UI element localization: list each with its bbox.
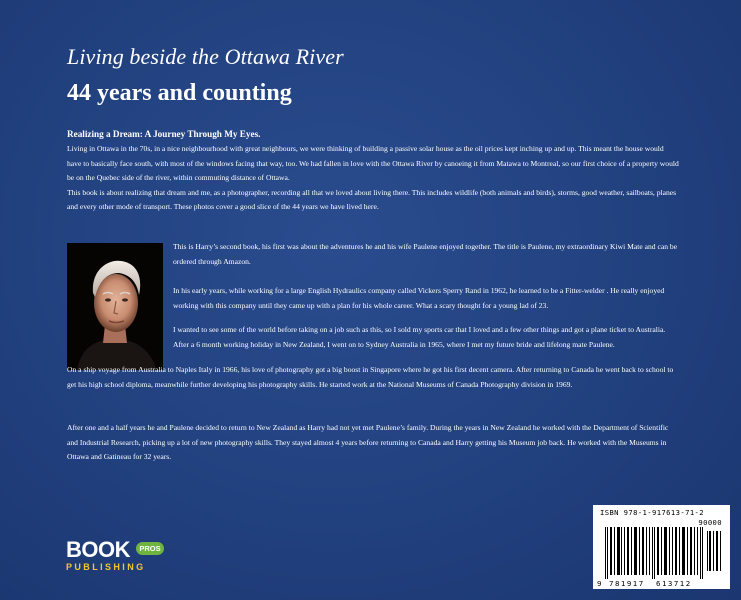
barcode-left-digits: 781917 <box>609 579 645 588</box>
isbn-barcode <box>593 505 730 589</box>
bio-paragraph-4: On a ship voyage from Australia to Naples Italy in 1966, his love of photography got a big boost in Singapore where he got his first decent camera. After returning to Canada he went back to school to get his high school diploma, meanwhile further developing his photography skills. He started work at the National Museums of Canada Photography division in 1969. <box>67 365 674 389</box>
book-subtitle: 44 years and counting <box>67 80 292 106</box>
barcode-bars <box>599 527 725 579</box>
bio-paragraph-2: In his early years, while working for a large English Hydraulics company called Vickers Sperry Rand in 1962, he learned to be a Fitter-welder . He really enjoyed working with this company until they came up with a plan for his whole career. What a scary thought for a young lad of 23. <box>173 286 665 310</box>
publisher-logo-main: BOOK <box>66 537 130 562</box>
bio-paragraph-5: After one and a half years he and Paulene decided to return to New Zealand as Harry had not yet met Paulene’s family. During the years in New Zealand he worked with the Department of Scientific and Industrial Research, picking up a lot of new photography skills. They stayed almost 4 years before returning to Canada and Harry getting his Museum job back. He worked with the Museums in Ottawa and Gatineau for 32 years. <box>67 423 669 462</box>
barcode-right-digits: 613712 <box>656 579 692 588</box>
barcode-lead-digit: 9 <box>597 579 602 588</box>
intro-paragraph-1: Living in Ottawa in the 70s, in a nice neighbourhood with great neighbours, we were thinking of building a passive solar house as the oil prices kept inching up and up. This meant the house would have to basically face south, with most of the windows facing that way, too. We had fallen in love with the Ottawa River by canoeing it from Matawa to Montreal, so our first choice of a property would be on the Quebec side of the river, within commuting distance of Ottawa. <box>67 144 679 183</box>
publisher-logo <box>66 538 176 574</box>
bio-paragraph-1: This is Harry’s second book, his first was about the adventures he and his wife Paulene enjoyed together. The title is Paulene, my extraordinary Kiwi Mate and can be ordered through Amazon. <box>173 242 678 266</box>
publisher-logo-sub: PUBLISHING <box>66 562 146 572</box>
author-portrait <box>67 243 163 370</box>
intro-paragraph-2: This book is about realizing that dream and me, as a photographer, recording all that we loved about living there. This includes wildlife (both animals and birds), storms, good weather, sailboats, planes and every other mode of transport. These photos cover a good slice of the 44 years we have lived here. <box>67 187 677 212</box>
bio-paragraph-3: I wanted to see some of the world before taking on a job such as this, so I sold my sports car that I loved and a few other things and got a plane ticket to Australia. After a 6 month working holiday in New Zealand, I went on to Sydney Australia in 1965, where I met my future bride and lifelong mate Paulene. <box>173 325 666 349</box>
author-portrait-image <box>67 243 163 370</box>
intro-text <box>67 142 679 215</box>
isbn-number: ISBN 978-1-917613-71-2 <box>600 508 704 517</box>
book-title: Living beside the Ottawa River <box>67 44 344 69</box>
price-code: 90000 <box>698 518 722 527</box>
section-heading: Realizing a Dream: A Journey Through My Eyes. <box>67 129 261 139</box>
publisher-logo-badge: PROS <box>136 542 164 555</box>
